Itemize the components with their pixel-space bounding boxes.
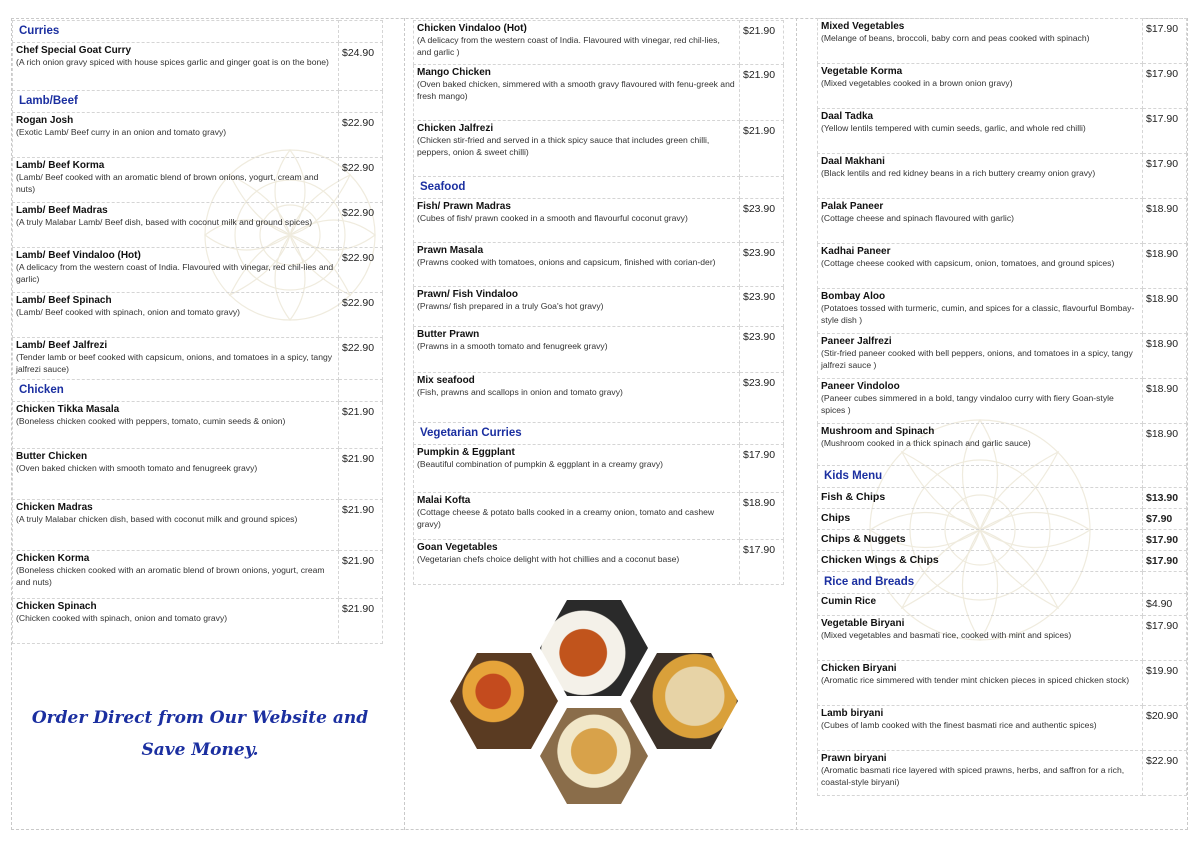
menu-item-cell bbox=[13, 402, 339, 449]
menu-item-name: Lamb/ Beef Spinach bbox=[16, 295, 112, 306]
samosa-photo bbox=[540, 708, 648, 804]
menu-item-description: (A delicacy from the western coast of India. Flavoured with vinegar, red chil-lies, and garlic ) bbox=[417, 35, 720, 57]
menu-item-row bbox=[818, 751, 1187, 796]
menu-item-description: (Oven baked chicken, simmered with a smooth gravy flavoured with fenu-greek and fresh mango) bbox=[417, 79, 735, 101]
menu-item-description: (Boneless chicken cooked with peppers, tomato, cumin seeds & onion) bbox=[16, 416, 286, 426]
menu-item-row bbox=[414, 540, 784, 585]
menu-item-description: (Aromatic basmati rice layered with spiced prawns, herbs, and saffron for a rich, coastal-style biryani) bbox=[821, 765, 1125, 787]
menu-item-description: (Boneless chicken cooked with an aromatic blend of brown onions, yogurt, cream and nuts) bbox=[16, 565, 325, 587]
menu-item-name: Daal Makhani bbox=[821, 156, 885, 167]
menu-item-name: Rogan Josh bbox=[16, 115, 74, 126]
menu-item-price: $23.90 bbox=[740, 287, 784, 327]
menu-item-cell bbox=[818, 109, 1143, 154]
menu-item-row bbox=[13, 113, 383, 158]
menu-item-price: $22.90 bbox=[339, 113, 383, 158]
menu-item-price: $22.90 bbox=[339, 158, 383, 203]
menu-item-cell bbox=[13, 599, 339, 644]
menu-item-name: Chicken Vindaloo (Hot) bbox=[417, 23, 527, 34]
section-header-row bbox=[414, 423, 784, 445]
menu-item-row bbox=[818, 509, 1187, 530]
menu-item-row bbox=[13, 599, 383, 644]
section-header-row bbox=[13, 380, 383, 402]
menu-item-row bbox=[818, 530, 1187, 551]
menu-item-cell bbox=[414, 65, 740, 121]
menu-item-row bbox=[818, 154, 1187, 199]
menu-item-row bbox=[13, 158, 383, 203]
menu-item-row bbox=[818, 379, 1187, 424]
menu-item-description: (Paneer cubes simmered in a bold, tangy vindaloo curry with fiery Goan-style spices ) bbox=[821, 393, 1114, 415]
menu-item-price: $22.90 bbox=[339, 248, 383, 293]
menu-item-price: $20.90 bbox=[1143, 706, 1187, 751]
menu-item-price: $18.90 bbox=[740, 493, 784, 540]
menu-item-name: Butter Prawn bbox=[417, 329, 480, 340]
menu-item-price: $18.90 bbox=[1143, 289, 1187, 334]
menu-item-name: Lamb/ Beef Vindaloo (Hot) bbox=[16, 250, 141, 261]
menu-item-description: (Oven baked chicken with smooth tomato and fenugreek gravy) bbox=[16, 463, 258, 473]
menu-item-name: Chicken Wings & Chips bbox=[821, 554, 939, 566]
menu-item-cell bbox=[13, 158, 339, 203]
menu-item-row bbox=[13, 500, 383, 551]
curry-bowls-photo bbox=[450, 653, 558, 749]
menu-item-name: Paneer Jalfrezi bbox=[821, 336, 892, 347]
menu-item-row bbox=[818, 199, 1187, 244]
menu-item-price: $18.90 bbox=[1143, 424, 1187, 466]
menu-item-name: Vegetable Biryani bbox=[821, 618, 905, 629]
menu-item-name: Chef Special Goat Curry bbox=[16, 45, 132, 56]
menu-item-row bbox=[414, 493, 784, 540]
section-title: Curries bbox=[13, 21, 339, 43]
menu-item-cell bbox=[818, 530, 1143, 551]
menu-item-cell bbox=[13, 248, 339, 293]
menu-item-cell bbox=[818, 551, 1143, 572]
menu-item-name: Lamb/ Beef Korma bbox=[16, 160, 105, 171]
menu-item-description: (Mixed vegetables cooked in a brown onion gravy) bbox=[821, 78, 1013, 88]
menu-item-description: (Exotic Lamb/ Beef curry in an onion and tomato gravy) bbox=[16, 127, 227, 137]
menu-item-description: (Prawns cooked with tomatoes, onions and capsicum, finished with corian-der) bbox=[417, 257, 716, 267]
menu-item-name: Paneer Vindoloo bbox=[821, 381, 900, 392]
menu-table bbox=[12, 20, 383, 644]
menu-item-row bbox=[13, 293, 383, 338]
menu-item-cell bbox=[818, 509, 1143, 530]
menu-item-price: $19.90 bbox=[1143, 661, 1187, 706]
menu-item-row bbox=[13, 338, 383, 380]
menu-item-description: (Potatoes tossed with turmeric, cumin, and spices for a classic, flavourful Bombay-style dish ) bbox=[821, 303, 1135, 325]
menu-item-cell bbox=[818, 334, 1143, 379]
food-collage-image bbox=[430, 598, 760, 823]
menu-item-price: $22.90 bbox=[1143, 751, 1187, 796]
menu-item-row bbox=[818, 661, 1187, 706]
menu-item-row bbox=[414, 21, 784, 65]
fold-line-1 bbox=[404, 18, 405, 830]
menu-item-price: $18.90 bbox=[1143, 334, 1187, 379]
menu-item-cell bbox=[818, 19, 1143, 64]
menu-item-description: (Tender lamb or beef cooked with capsicum, onions, and tomatoes in a spicy, tangy jalfrezi sauce) bbox=[16, 352, 333, 374]
menu-item-cell bbox=[818, 488, 1143, 509]
menu-item-price: $17.90 bbox=[1143, 154, 1187, 199]
menu-item-name: Chips & Nuggets bbox=[821, 533, 906, 545]
menu-item-description: (Stir-fried paneer cooked with bell peppers, onions, and tomatoes in a spicy, tangy jalfrezi sauce ) bbox=[821, 348, 1133, 370]
menu-item-price: $17.90 bbox=[1143, 19, 1187, 64]
section-header-row bbox=[13, 91, 383, 113]
menu-item-description: (Lamb/ Beef cooked with an aromatic blend of brown onions, yogurt, cream and nuts) bbox=[16, 172, 319, 194]
menu-item-cell bbox=[414, 199, 740, 243]
menu-item-name: Fish/ Prawn Madras bbox=[417, 201, 511, 212]
menu-item-price: $18.90 bbox=[1143, 379, 1187, 424]
menu-item-name: Kadhai Paneer bbox=[821, 246, 891, 257]
menu-item-price: $17.90 bbox=[1143, 64, 1187, 109]
section-header-row bbox=[414, 177, 784, 199]
menu-item-description: (Cubes of lamb cooked with the finest basmati rice and authentic spices) bbox=[821, 720, 1097, 730]
menu-item-row bbox=[414, 65, 784, 121]
menu-item-name: Prawn Masala bbox=[417, 245, 484, 256]
menu-item-row bbox=[818, 334, 1187, 379]
section-header-spacer bbox=[339, 380, 383, 402]
menu-item-price: $17.90 bbox=[740, 540, 784, 585]
menu-item-price: $17.90 bbox=[740, 445, 784, 493]
section-title: Lamb/Beef bbox=[13, 91, 339, 113]
section-title: Chicken bbox=[13, 380, 339, 402]
menu-item-name: Mix seafood bbox=[417, 375, 475, 386]
menu-item-row bbox=[13, 402, 383, 449]
menu-item-name: Palak Paneer bbox=[821, 201, 884, 212]
section-header-row bbox=[13, 21, 383, 43]
menu-item-description: (Chicken cooked with spinach, onion and tomato gravy) bbox=[16, 613, 228, 623]
menu-item-cell bbox=[13, 449, 339, 500]
menu-item-name: Chicken Tikka Masala bbox=[16, 404, 120, 415]
menu-item-description: (Melange of beans, broccoli, baby corn and peas cooked with spinach) bbox=[821, 33, 1090, 43]
menu-item-row bbox=[13, 43, 383, 91]
menu-item-name: Prawn/ Fish Vindaloo bbox=[417, 289, 518, 300]
menu-item-price: $23.90 bbox=[740, 199, 784, 243]
menu-item-row bbox=[818, 424, 1187, 466]
menu-item-price: $22.90 bbox=[339, 203, 383, 248]
menu-item-description: (A truly Malabar chicken dish, based with coconut milk and ground spices) bbox=[16, 514, 298, 524]
menu-table bbox=[817, 18, 1187, 796]
menu-item-name: Malai Kofta bbox=[417, 495, 471, 506]
menu-item-cell bbox=[818, 289, 1143, 334]
section-title: Seafood bbox=[414, 177, 740, 199]
menu-item-name: Goan Vegetables bbox=[417, 542, 498, 553]
section-title: Rice and Breads bbox=[818, 572, 1143, 594]
menu-item-description: (Prawns in a smooth tomato and fenugreek gravy) bbox=[417, 341, 608, 351]
menu-item-row bbox=[818, 19, 1187, 64]
menu-item-name: Mixed Vegetables bbox=[821, 21, 905, 32]
menu-item-description: (Yellow lentils tempered with cumin seeds, garlic, and whole red chilli) bbox=[821, 123, 1086, 133]
menu-item-row bbox=[414, 373, 784, 423]
menu-item-price: $21.90 bbox=[339, 551, 383, 599]
menu-item-price: $17.90 bbox=[1143, 551, 1187, 572]
menu-item-row bbox=[818, 244, 1187, 289]
menu-item-row bbox=[414, 327, 784, 373]
menu-item-cell bbox=[414, 373, 740, 423]
menu-item-name: Pumpkin & Eggplant bbox=[417, 447, 515, 458]
section-header-row bbox=[818, 572, 1187, 594]
menu-item-cell bbox=[13, 338, 339, 380]
menu-item-price: $7.90 bbox=[1143, 509, 1187, 530]
menu-item-description: (Cottage cheese and spinach flavoured with garlic) bbox=[821, 213, 1014, 223]
menu-item-price: $17.90 bbox=[1143, 109, 1187, 154]
right-menu-column bbox=[817, 18, 1187, 796]
menu-item-cell bbox=[818, 661, 1143, 706]
menu-item-cell bbox=[414, 287, 740, 327]
menu-item-cell bbox=[818, 244, 1143, 289]
menu-item-row bbox=[13, 248, 383, 293]
menu-item-description: (Lamb/ Beef cooked with spinach, onion and tomato gravy) bbox=[16, 307, 241, 317]
menu-item-row bbox=[414, 121, 784, 177]
menu-item-name: Prawn biryani bbox=[821, 753, 887, 764]
menu-item-name: Daal Tadka bbox=[821, 111, 874, 122]
menu-item-description: (A delicacy from the western coast of India. Flavoured with vinegar, red chil-lies and garlic) bbox=[16, 262, 334, 284]
menu-item-name: Chicken Jalfrezi bbox=[417, 123, 494, 134]
menu-item-cell bbox=[414, 327, 740, 373]
menu-item-cell bbox=[818, 64, 1143, 109]
menu-item-cell bbox=[414, 493, 740, 540]
menu-item-row bbox=[818, 109, 1187, 154]
naan-bread-photo bbox=[630, 653, 738, 749]
menu-item-row bbox=[414, 445, 784, 493]
menu-item-name: Lamb biryani bbox=[821, 708, 884, 719]
menu-table bbox=[413, 20, 784, 585]
menu-item-row bbox=[414, 199, 784, 243]
menu-item-description: (Cubes of fish/ prawn cooked in a smooth and flavourful coconut gravy) bbox=[417, 213, 688, 223]
menu-item-name: Cumin Rice bbox=[821, 596, 877, 607]
menu-item-price: $21.90 bbox=[740, 121, 784, 177]
menu-item-name: Lamb/ Beef Jalfrezi bbox=[16, 340, 108, 351]
menu-item-price: $17.90 bbox=[1143, 530, 1187, 551]
middle-menu-column bbox=[413, 20, 784, 585]
menu-item-row bbox=[13, 203, 383, 248]
menu-item-price: $23.90 bbox=[740, 327, 784, 373]
menu-item-cell bbox=[818, 379, 1143, 424]
menu-item-cell bbox=[13, 203, 339, 248]
menu-item-name: Bombay Aloo bbox=[821, 291, 886, 302]
menu-item-cell bbox=[414, 540, 740, 585]
menu-item-cell bbox=[414, 445, 740, 493]
menu-item-cell bbox=[414, 21, 740, 65]
section-header-spacer bbox=[740, 423, 784, 445]
menu-item-cell bbox=[818, 199, 1143, 244]
menu-item-price: $21.90 bbox=[339, 500, 383, 551]
menu-item-description: (Beautiful combination of pumpkin & eggplant in a creamy gravy) bbox=[417, 459, 664, 469]
menu-item-cell bbox=[13, 500, 339, 551]
menu-item-price: $23.90 bbox=[740, 373, 784, 423]
menu-item-description: (Cottage cheese cooked with capsicum, onion, tomatoes, and ground spices) bbox=[821, 258, 1115, 268]
menu-item-row bbox=[818, 289, 1187, 334]
menu-item-price: $21.90 bbox=[339, 402, 383, 449]
menu-item-cell bbox=[414, 243, 740, 287]
section-title: Vegetarian Curries bbox=[414, 423, 740, 445]
menu-item-description: (Cottage cheese & potato balls cooked in a creamy onion, tomato and cashew gravy) bbox=[417, 507, 715, 529]
menu-item-row bbox=[13, 551, 383, 599]
menu-item-description: (A rich onion gravy spiced with house spices garlic and ginger goat is on the bone) bbox=[16, 57, 329, 67]
menu-item-price: $21.90 bbox=[740, 65, 784, 121]
menu-item-price: $22.90 bbox=[339, 293, 383, 338]
menu-item-price: $22.90 bbox=[339, 338, 383, 380]
menu-item-price: $23.90 bbox=[740, 243, 784, 287]
menu-item-cell bbox=[818, 594, 1143, 616]
menu-item-cell bbox=[414, 121, 740, 177]
menu-item-name: Chicken Biryani bbox=[821, 663, 897, 674]
menu-item-row bbox=[414, 243, 784, 287]
curry-rice-photo bbox=[540, 600, 648, 696]
menu-item-cell bbox=[818, 424, 1143, 466]
section-header-row bbox=[818, 466, 1187, 488]
menu-item-name: Chicken Korma bbox=[16, 553, 90, 564]
menu-item-description: (Prawns/ fish prepared in a truly Goa's hot gravy) bbox=[417, 301, 604, 311]
menu-item-row bbox=[818, 616, 1187, 661]
menu-item-name: Butter Chicken bbox=[16, 451, 88, 462]
menu-item-cell bbox=[818, 706, 1143, 751]
left-menu-column bbox=[12, 20, 383, 644]
menu-item-price: $21.90 bbox=[339, 449, 383, 500]
menu-item-row bbox=[818, 706, 1187, 751]
menu-item-name: Chicken Madras bbox=[16, 502, 93, 513]
menu-item-description: (Black lentils and red kidney beans in a rich buttery creamy onion gravy) bbox=[821, 168, 1096, 178]
menu-item-name: Mango Chicken bbox=[417, 67, 491, 78]
section-title: Kids Menu bbox=[818, 466, 1143, 488]
section-header-spacer bbox=[740, 177, 784, 199]
menu-item-cell bbox=[13, 293, 339, 338]
menu-item-price: $18.90 bbox=[1143, 199, 1187, 244]
menu-item-cell bbox=[13, 551, 339, 599]
menu-item-price: $17.90 bbox=[1143, 616, 1187, 661]
menu-item-description: (Aromatic rice simmered with tender mint chicken pieces in spiced chicken stock) bbox=[821, 675, 1130, 685]
menu-item-cell bbox=[13, 43, 339, 91]
section-header-spacer bbox=[1143, 466, 1187, 488]
section-header-spacer bbox=[339, 21, 383, 43]
menu-item-description: (Mixed vegetables and basmati rice, cooked with mint and spices) bbox=[821, 630, 1072, 640]
menu-item-price: $21.90 bbox=[740, 21, 784, 65]
menu-item-description: (Chicken stir-fried and served in a thick spicy sauce that includes green chilli, peppers, onion & sweet chilli) bbox=[417, 135, 710, 157]
menu-item-name: Chicken Spinach bbox=[16, 601, 97, 612]
menu-item-description: (Fish, prawns and scallops in onion and tomato gravy) bbox=[417, 387, 623, 397]
menu-item-row bbox=[818, 594, 1187, 616]
menu-item-cell bbox=[818, 154, 1143, 199]
menu-item-name: Lamb/ Beef Madras bbox=[16, 205, 108, 216]
menu-item-name: Fish & Chips bbox=[821, 491, 886, 503]
menu-item-cell bbox=[818, 616, 1143, 661]
menu-item-price: $24.90 bbox=[339, 43, 383, 91]
menu-item-row bbox=[818, 551, 1187, 572]
menu-item-row bbox=[818, 64, 1187, 109]
section-header-spacer bbox=[339, 91, 383, 113]
menu-item-price: $13.90 bbox=[1143, 488, 1187, 509]
menu-item-row bbox=[818, 488, 1187, 509]
section-header-spacer bbox=[1143, 572, 1187, 594]
menu-item-row bbox=[13, 449, 383, 500]
menu-item-price: $18.90 bbox=[1143, 244, 1187, 289]
order-direct-text: Order Direct from Our Website and Save Money. bbox=[31, 708, 369, 760]
menu-item-description: (A truly Malabar Lamb/ Beef dish, based with coconut milk and ground spices) bbox=[16, 217, 313, 227]
menu-item-name: Mushroom and Spinach bbox=[821, 426, 935, 437]
menu-item-description: (Mushroom cooked in a thick spinach and garlic sauce) bbox=[821, 438, 1031, 448]
menu-item-price: $4.90 bbox=[1143, 594, 1187, 616]
menu-item-name: Vegetable Korma bbox=[821, 66, 903, 77]
menu-item-name: Chips bbox=[821, 512, 851, 524]
menu-item-cell bbox=[818, 751, 1143, 796]
menu-item-row bbox=[414, 287, 784, 327]
menu-item-description: (Vegetarian chefs choice delight with hot chillies and a coconut base) bbox=[417, 554, 680, 564]
menu-item-cell bbox=[13, 113, 339, 158]
menu-item-price: $21.90 bbox=[339, 599, 383, 644]
fold-line-2 bbox=[796, 18, 797, 830]
